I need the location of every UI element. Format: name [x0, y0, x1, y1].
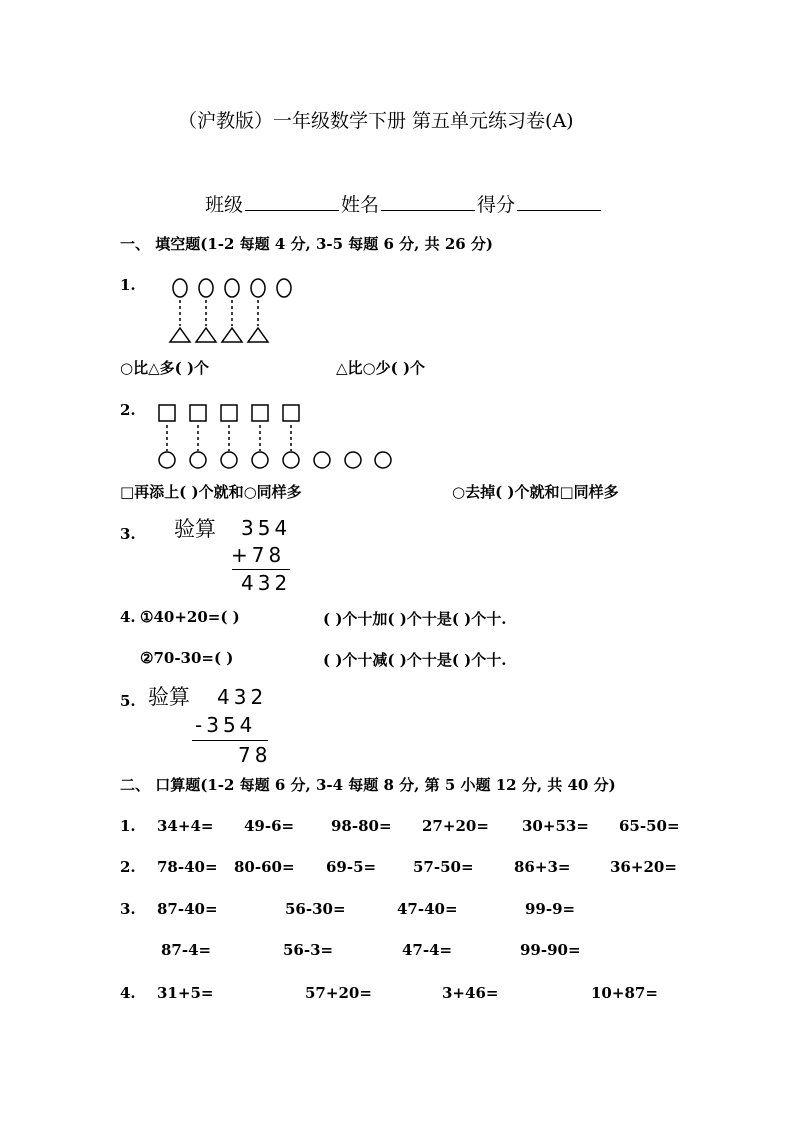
q1-circle-icon	[277, 279, 291, 297]
q2-square-icon	[252, 405, 268, 421]
q4-number: 4.	[120, 608, 136, 626]
q2-question-a: □再添上( )个就和○同样多	[120, 483, 302, 501]
oral-item: 65-50=	[619, 817, 680, 835]
oral-item: 57+20=	[305, 984, 372, 1002]
q2-circle-icon	[252, 452, 268, 468]
q2-square-icon	[159, 405, 175, 421]
q1-triangle-icon	[170, 328, 190, 342]
q2-square-icon	[283, 405, 299, 421]
page-title: （沪教版）一年级数学下册 第五单元练习卷(A)	[178, 110, 574, 132]
oral-item: 36+20=	[610, 858, 677, 876]
student-info-row	[205, 190, 603, 217]
q4-row1-expression: ①40+20=( )	[140, 608, 240, 626]
row2-number: 2.	[120, 858, 136, 876]
row1-number: 1.	[120, 817, 136, 835]
oral-item: 56-3=	[283, 941, 334, 959]
oral-item: 47-40=	[397, 900, 458, 918]
q5-number: 5.	[120, 692, 136, 710]
q2-circle-icon	[283, 452, 299, 468]
class-label: 班级	[205, 194, 244, 216]
q3-top-number: 354	[241, 516, 292, 540]
oral-item: 49-6=	[244, 817, 295, 835]
oral-item: 87-40=	[157, 900, 218, 918]
q3-sum-line	[232, 569, 290, 570]
q1-question-b: △比○少( )个	[336, 359, 426, 377]
q1-circle-icon	[199, 279, 213, 297]
q1-circle-icon	[173, 279, 187, 297]
oral-item: 10+87=	[591, 984, 658, 1002]
q3-addend: +78	[231, 543, 286, 567]
section2-heading: 二、 口算题(1-2 每题 6 分, 3-4 每题 8 分, 第 5 小题 12 分, 共 40 分)	[120, 776, 616, 794]
oral-item: 69-5=	[326, 858, 377, 876]
q3-number: 3.	[120, 525, 136, 543]
score-label: 得分	[477, 194, 516, 216]
oral-item: 57-50=	[413, 858, 474, 876]
row3-number: 3.	[120, 900, 136, 918]
oral-item: 27+20=	[422, 817, 489, 835]
oral-item: 34+4=	[157, 817, 214, 835]
oral-item: 78-40=	[157, 858, 218, 876]
q1-number: 1.	[120, 276, 136, 294]
oral-item: 98-80=	[331, 817, 392, 835]
oral-item: 47-4=	[402, 941, 453, 959]
class-blank	[245, 192, 339, 211]
q4-row2-words: ( )个十减( )个十是( )个十.	[323, 651, 507, 669]
q2-number: 2.	[120, 401, 136, 419]
row4-number: 4.	[120, 984, 136, 1002]
oral-item: 3+46=	[442, 984, 499, 1002]
oral-item: 99-90=	[520, 941, 581, 959]
q5-result: 78	[238, 743, 272, 767]
q1-figure	[165, 276, 300, 346]
q4-row2-expression: ②70-30=( )	[140, 649, 234, 667]
q2-circle-icon	[345, 452, 361, 468]
q1-question-a: ○比△多( )个	[120, 359, 210, 377]
q1-circle-icon	[251, 279, 265, 297]
score-blank	[517, 192, 601, 211]
q3-result: 432	[241, 571, 292, 595]
name-blank	[381, 192, 475, 211]
q5-check-label: 验算	[148, 685, 190, 709]
q2-circle-icon	[375, 452, 391, 468]
oral-item: 99-9=	[525, 900, 576, 918]
oral-item: 80-60=	[234, 858, 295, 876]
name-label: 姓名	[341, 194, 380, 216]
q5-subtrahend: -354	[195, 713, 257, 737]
oral-item: 30+53=	[522, 817, 589, 835]
q2-square-icon	[221, 405, 237, 421]
q1-triangle-icon	[196, 328, 216, 342]
q2-circle-icon	[314, 452, 330, 468]
q2-circle-icon	[221, 452, 237, 468]
q1-triangle-icon	[248, 328, 268, 342]
section1-heading: 一、 填空题(1-2 每题 4 分, 3-5 每题 6 分, 共 26 分)	[120, 235, 494, 253]
q3-check-label: 验算	[174, 517, 216, 541]
q5-difference-line	[192, 740, 268, 741]
q2-question-b: ○去掉( )个就和□同样多	[452, 483, 619, 501]
q2-square-icon	[190, 405, 206, 421]
q1-triangle-icon	[222, 328, 242, 342]
oral-item: 56-30=	[285, 900, 346, 918]
q5-top-number: 432	[217, 685, 268, 709]
oral-item: 31+5=	[157, 984, 214, 1002]
oral-item: 87-4=	[161, 941, 212, 959]
q2-circle-icon	[159, 452, 175, 468]
oral-item: 86+3=	[514, 858, 571, 876]
q1-circle-icon	[225, 279, 239, 297]
q2-figure	[152, 403, 397, 473]
q2-circle-icon	[190, 452, 206, 468]
q4-row1-words: ( )个十加( )个十是( )个十.	[323, 610, 507, 628]
